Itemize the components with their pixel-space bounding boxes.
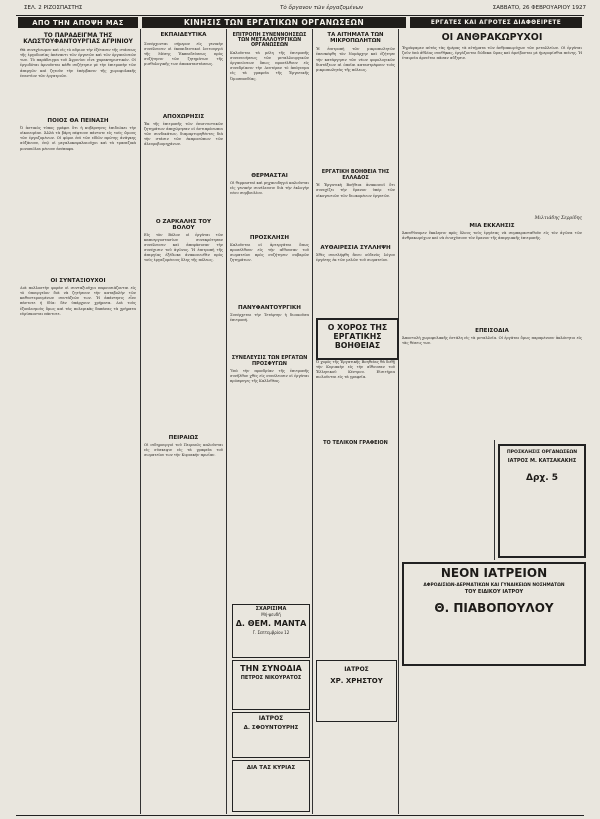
top-rule — [16, 15, 584, 16]
column-editorial — [20, 31, 136, 814]
ad-head: ΙΑΤΡΟΣ — [344, 666, 369, 673]
section-heading: ΟΙ ΣΥΝΤΑΞΙΟΥΧΟΙ — [50, 278, 106, 285]
article-body: Ἐκ τῆς ἐπιτροπῆς τῶν ἐπισιτιστικῶν ζητημάτων ἀπεχώρησαν οἱ ἀντιπρόσωποι τῶν συνδικάτων, διαμαρτυρηθέντες διὰ τὴν στάσιν τῶν ἐκπροσώπων τῶν ἀλευροβιομηχάνων. — [144, 121, 225, 147]
col-divider-1 — [140, 29, 141, 814]
article-body: Ἀπευθύνομεν ἔκκλησιν πρὸς ὅλους τοὺς ἐργάτας νὰ συμπαρασταθοῦν εἰς τὸν ἀγῶνα τῶν ἀνθρακωρύχων καὶ νὰ ἐνισχύσουν τὸν ἔρανον τῆς ἀπεργιακῆς ἐπιτροπῆς. — [402, 230, 584, 241]
article-body: Ὁ χορὸς τῆς Ἐργατικῆς Βοηθείας θὰ δοθῇ τὴν Κυριακὴν εἰς τὴν αἴθουσαν τοῦ Ἑλληνικοῦ Κέντρου. Εἰσιτήρια πωλοῦνται εἰς τὰ γραφεῖα. — [316, 360, 397, 380]
section-heading: ΜΙΑ ΕΚΚΛΗΣΙΣ — [469, 222, 515, 229]
section-heading: ΠΡΟΣΚΛΗΣΗ — [249, 235, 290, 242]
section-heading: ΠΟΙΟΣ ΘΑ ΠΕΙΝΑΣΗ — [47, 118, 109, 125]
ad-manta — [232, 604, 310, 658]
ad-head: ΔΙΑ ΤΑΣ ΚΥΡΙΑΣ — [246, 765, 296, 771]
col-divider-3 — [312, 29, 313, 814]
dance-event-text — [316, 360, 395, 470]
col-divider-2 — [226, 29, 227, 814]
section-heading: Ο ΖΑΡΚΑΛΗΣ ΤΟΥ ΒΟΛΟΥ — [155, 218, 212, 231]
article-body: Ἡ ἐπιτροπὴ τῶν μικροπωλητῶν ἐπεσκέφθη τὸν Νομάρχην καὶ ἐζήτησε τὴν κατάργησιν τῶν νέων φορολογικῶν διατάξεων αἱ ὁποῖαι καταστρέφουν τοὺς μικροπωλητὰς τῆς πόλεως. — [316, 47, 397, 72]
ad-name: Δ. ΣΦΟΥΝΤΟΥΡΗΣ — [243, 724, 299, 731]
ad-name: Δ. ΘΕΜ. ΜΑΝΤΑ — [235, 619, 307, 629]
ad-name: ΧΡ. ΧΡΗΣΤΟΥ — [330, 676, 383, 685]
column-metalworkers — [230, 31, 309, 451]
article-body: Εἰς τὸν Βόλον οἱ ἐργάται τῶν καπνεργοστασίων συνεκρότησαν συνέλευσιν καὶ ἀπεφάσισαν τὴν συνέχισιν τοῦ ἀγῶνος. Ἡ ἐπιτροπὴ τῆς ἀπεργίας ἐξέδωκε ἀνακοινωθὲν πρὸς τοὺς ἐργαζομένους ὅλης τῆς πόλεως. — [144, 232, 225, 263]
section-heading: ΠΑΝΥΦΑΝΤΟΥΡΓΙΚΗ — [238, 305, 301, 312]
ad-doctor-1 — [232, 712, 310, 758]
article-title: ΟΙ ΑΝΘΡΑΚΩΡΥΧΟΙ — [441, 32, 543, 43]
article-body: Ὑπὸ τὴν προεδρίαν τῆς ἐπιτροπῆς συνῆλθον χθὲς εἰς συνέλευσιν οἱ ἐργάται πρόσφυγες τῆς Καλλιθέας. — [230, 369, 311, 384]
event-headline: Ο ΧΟΡΟΣ ΤΗΣ ΕΡΓΑΤΙΚΗΣ ΒΟΗΘΕΙΑΣ — [327, 323, 388, 350]
article-body: Ἐγράψαμεν αὐτὰς τὰς ἡμέρας τὰ αἰτήματα τῶν ἀνθρακωρύχων τῶν μεταλλείων. Οἱ ἐργάται ζοῦν ὑπὸ ἀθλίας συνθήκας, ἐργάζονται δώδεκα ὥρας καὶ ἀμείβονται μὲ ἡμερομίσθια πείνης. Ἡ ἑταιρεία ἀρνεῖται πᾶσαν αὔξησιν. — [402, 45, 584, 61]
ad-head: ΤΗΝ ΣΥΝΟΔΙΑ — [240, 664, 302, 673]
section-heading: ΑΠΟΧΩΡΗΣΙΣ — [162, 113, 205, 120]
ad-sunodia — [232, 660, 310, 710]
column-education — [144, 31, 223, 814]
column-coalminers — [402, 31, 582, 436]
ad-line2: ΑΦΡΟΔΙΣΙΩΝ-ΔΕΡΜΑΤΙΚΩΝ ΚΑΙ ΓΥΝΑΙΚΕΙΩΝ ΝΟΣΗΜΑΤΩΝ — [423, 582, 565, 588]
running-head — [0, 3, 600, 13]
dance-event-box — [316, 318, 399, 360]
ad-price: Δρχ. 5 — [525, 473, 559, 484]
article-title: ΕΚΠΑΙΔΕΥΤΙΚΑ — [160, 32, 207, 38]
article-title: ΕΠΙΤΡΟΠΗ ΣΥΝΕΝΝΟΗΣΕΩΣ ΤΩΝ ΜΕΤΑΛΛΟΥΡΓΙΚΩΝ ΟΡΓΑΝΩΣΕΩΝ — [232, 33, 307, 49]
article-body: Ὁ ἀστικὸς τύπος γράφει ὅτι ἡ κυβέρνησις ἐπιδιώκει τὴν οἰκονομίαν. Ἀλλὰ τὰ βάρη πέφτουν πάντοτε εἰς τοὺς ὤμους τῶν ἐργαζομένων. Οἱ φόροι ἐπὶ τῶν εἰδῶν πρώτης ἀνάγκης αὐξάνουν, ἐνῷ οἱ μεγαλοκεφαλαιοῦχοι καὶ τὰ τραπεζικὰ μονοπώλια μένουν ἀνέπαφα. — [20, 126, 138, 151]
ad-christou — [316, 660, 397, 722]
article-body: Καλοῦνται οἱ ἀρτεργάται ὅπως προσέλθουν εἰς τὴν αἴθουσαν τοῦ σωματείου πρὸς συζήτησιν σοβαρῶν ζητημάτων. — [230, 243, 311, 263]
article-title: ΤΟ ΠΑΡΑΔΕΙΓΜΑ ΤΗΣ ΚΛΩΣΤΟΥΦΑΝΤΟΥΡΓΙΑΣ ΑΓΡΙΝΙΟΥ — [23, 33, 133, 46]
article-body: Οἱ θερμασταὶ καὶ μηχανοδηγοὶ καλοῦνται εἰς γενικὴν συνέλευσιν διὰ τὴν ἐκλογὴν νέου συμβουλίου. — [230, 181, 311, 196]
banner-workers-peasants: ΕΡΓΑΤΕΣ ΚΑΙ ΑΓΡΟΤΕΣ ΔΙΑΦΘΕΙΡΕΤΕ — [410, 17, 582, 28]
article-body: Διὰ πολλοστὴν φορὰν οἱ συνταξιοῦχοι παρουσιάζονται εἰς τὸ ὑπουργεῖον διὰ νὰ ζητήσουν τὴν καταβολὴν τῶν καθυστερουμένων συντάξεών των. Ἡ ἀπάντησις εἶνε πάντοτε ἡ ἰδία: δὲν ὑπάρχουν χρήματα. Διὰ τοὺς ἐξοπλισμοὺς ὅμως καὶ τὰς πολεμικὰς δαπάνας τὰ χρήματα εὑρίσκονται πάντοτε. — [20, 286, 138, 316]
issue-date: ΣΑΒΒΑΤΟ, 26 ΦΕΒΡΟΥΑΡΙΟΥ 1927 — [492, 5, 586, 11]
ad-head: ΙΑΤΡΟΣ — [258, 715, 284, 722]
ad-right-small — [498, 444, 586, 558]
ad-name: ΙΑΤΡΟΣ Μ. ΚΑΤΣΑΚΑΚΗΣ — [507, 458, 577, 465]
banner-labor-organizations: ΚΙΝΗΣΙΣ ΤΩΝ ΕΡΓΑΤΙΚΩΝ ΟΡΓΑΝΩΣΕΩΝ — [142, 17, 406, 28]
ad-head: ΣΧΑΡΙΣΙΜΑ — [255, 606, 287, 612]
section-heading: ΕΠΕΙΣΟΔΙΑ — [475, 327, 509, 334]
article-body: Ἀποστολὴ χωροφυλακῆς ἐστάλη εἰς τὰ μεταλλεῖα. Οἱ ἐργάται ὅμως παραμένουν ἀκλόνητοι εἰς τὰς θέσεις των. — [402, 335, 584, 346]
section-heading: ΑΥΘΑΙΡΕΣΙΑ ΣΥΛΛΗΨΗ — [320, 245, 391, 252]
ad-address: Γ. Σεπτεμβρίου 12 — [252, 629, 290, 635]
section-heading: ΕΡΓΑΤΙΚΗ ΒΟΗΘΕΙΑ ΤΗΣ ΕΛΛΑΔΟΣ — [321, 169, 390, 182]
page-label: ΣΕΛ. 2 ΡΙΖΟΣΠΑΣΤΗΣ — [24, 5, 83, 11]
ad-ladies — [232, 760, 310, 812]
section-heading: ΠΕΙΡΑΙΩΣ — [168, 434, 199, 441]
section-heading: ΘΕΡΜΑΣΤΑΙ — [251, 173, 288, 180]
banner-from-our-view: ΑΠΟ ΤΗΝ ΑΠΟΨΗ ΜΑΣ — [18, 17, 138, 28]
bottom-rule — [16, 815, 584, 816]
article-body: Συνέρχεται τὴν Τετάρτην ἡ διοικοῦσα ἐπιτροπή. — [230, 313, 311, 323]
signature: Μιλτιάδης Σερρίδης — [534, 215, 582, 221]
section-heading: ΤΟ ΤΕΛΙΚΟΝ ΓΡΑΦΕΙΟΝ — [323, 440, 388, 446]
col-divider-5 — [494, 440, 495, 560]
col-divider-4 — [398, 29, 399, 814]
section-heading: ΣΥΝΕΛΕΥΣΙΣ ΤΩΝ ΕΡΓΑΤΩΝ ΠΡΟΣΦΥΓΩΝ — [231, 355, 308, 368]
article-body: Συνέρχονται σήμερον εἰς γενικὴν συνέλευσιν οἱ ἐκπαιδευτικοὶ λειτουργοὶ τῆς Μέσης Ἐκπαιδεύσεως πρὸς συζήτησιν τῶν ζητημάτων τῆς μισθολογικῆς των ἀποκαταστάσεως. — [144, 41, 225, 67]
ad-name: ΠΕΤΡΟΣ ΝΙΚΟΥΡΑΤΟΣ — [240, 675, 302, 682]
ad-head: ΠΡΟΣΚΛΗΣΙΣ ΟΡΓΑΝΩΣΕΩΝ — [506, 450, 578, 455]
article-body: Θὰ συνεχίσωμεν καὶ εἰς τὸ αὔριον τὴν ἐξέτασιν τῆς στάσεως τῆς ἐργοδοσίας ἀπέναντι τῶν ἐργατῶν καὶ τῶν ὀργανώσεών των. Τὸ παράδειγμα τοῦ Ἀγρινίου εἶνε χαρακτηριστικόν. Οἱ ἐργοδόται ἀρνοῦνται κάθε συζήτησιν μὲ τὴν ἐπιτροπὴν τῶν ἀπεργῶν καὶ ζητοῦν τὴν ἐπέμβασιν τῆς χωροφυλακῆς ἐναντίον τῶν ἐργατριῶν. — [20, 48, 138, 78]
article-body: Χθὲς συνελήφθη ἄνευ οὐδενὸς λόγου ἐργάτης ἐκ τῶν μελῶν τοῦ σωματείου. — [316, 253, 397, 263]
ad-name: Θ. ΠΙΑΒΟΠΟΥΛΟΥ — [434, 600, 554, 615]
ad-sub: Μή-ψευδῆ — [261, 611, 281, 617]
motto: Τὸ ὄργανον τῶν ἐργαζομένων — [280, 5, 364, 11]
article-title: ΤΑ ΑΙΤΗΜΑΤΑ ΤΩΝ ΜΙΚΡΟΠΩΛΗΤΩΝ — [327, 32, 384, 44]
article-body: Ἡ Ἐργατικὴ Βοήθεια ἀνακοινοῖ ὅτι συνεχίζει τὴν ἔρανον ὑπὲρ τῶν οἰκογενειῶν τῶν διωκομένων ἐργατῶν. — [316, 183, 397, 198]
article-body: Οἱ σιδηρουργοὶ τοῦ Πειραιῶς καλοῦνται εἰς σύσκεψιν εἰς τὰ γραφεῖα τοῦ σωματείου των τὴν Κυριακὴν πρωΐαν. — [144, 442, 225, 458]
ad-neon-iatreion — [402, 562, 586, 666]
ad-line1: ΝΕΟΝ ΙΑΤΡΕΙΟΝ — [440, 566, 548, 580]
article-body: Καλοῦνται τὰ μέλη τῆς ἐπιτροπῆς συνεννοήσεως τῶν μεταλλουργικῶν ὀργανώσεων ὅπως προσέλθουν εἰς συνεδρίασιν τὴν Δευτέραν τὸ ἀπόγευμα εἰς τὰ γραφεῖα τῆς Ἐργατικῆς Ὁμοσπονδίας. — [230, 51, 311, 81]
ad-line3: ΤΟΥ ΕΙΔΙΚΟΥ ΙΑΤΡΟΥ — [464, 588, 524, 595]
